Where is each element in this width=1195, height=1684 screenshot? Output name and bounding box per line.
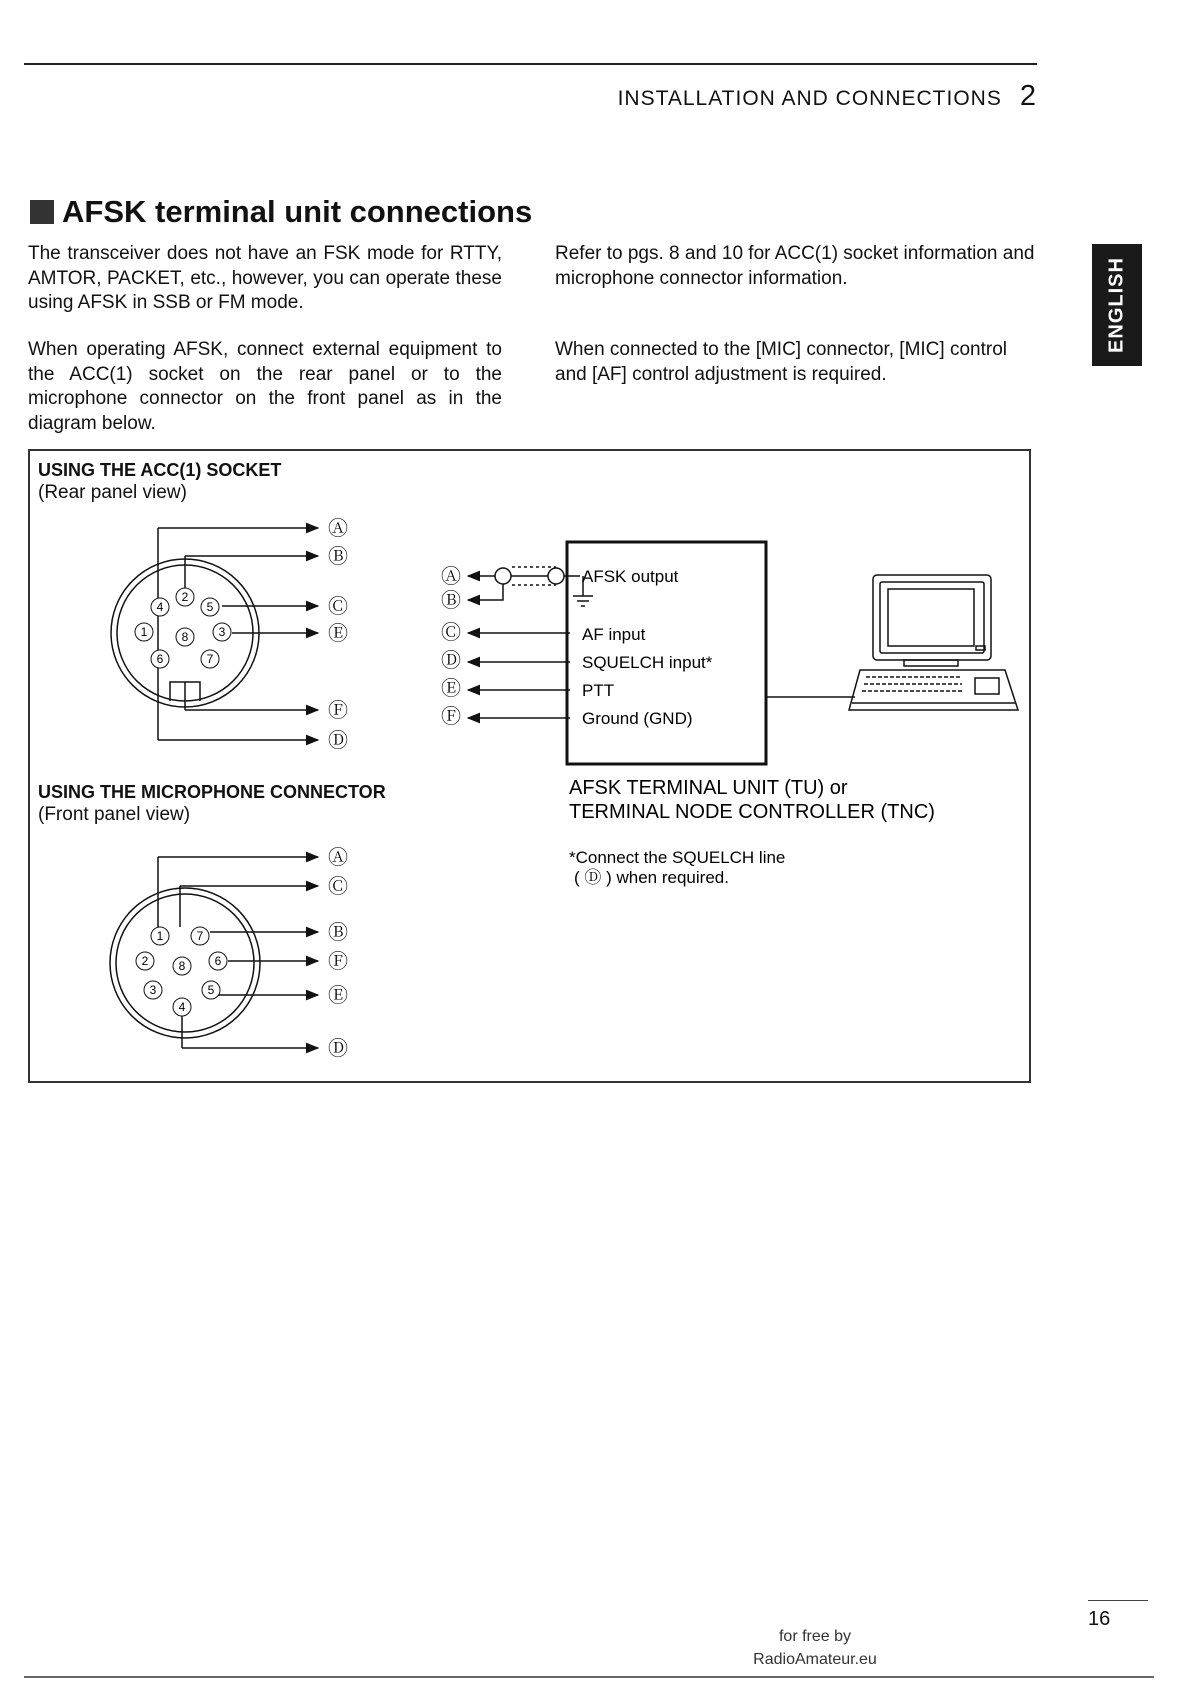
svg-text:1: 1 <box>156 929 164 943</box>
mic-label-b: Ⓑ <box>328 922 348 944</box>
language-tab-label: ENGLISH <box>1105 257 1128 353</box>
signal-ground: Ground (GND) <box>582 709 693 728</box>
acc-pin-4 <box>151 598 169 616</box>
acc-label-a: Ⓐ <box>328 518 348 540</box>
acc-pin-8 <box>176 628 194 646</box>
tu-input-a: Ⓐ <box>441 566 461 588</box>
section-title: INSTALLATION AND CONNECTIONS <box>617 87 1002 110</box>
acc-label-c: Ⓒ <box>328 596 348 618</box>
acc-pin-1 <box>135 623 153 641</box>
mic-pin-1 <box>151 927 169 945</box>
signal-af-input: AF input <box>582 625 646 644</box>
computer-icon <box>849 575 1018 710</box>
svg-text:5: 5 <box>207 983 215 997</box>
acc-label-d: Ⓓ <box>328 730 348 752</box>
footer-line-1: for free by <box>778 1628 852 1645</box>
tu-signal-labels <box>582 567 713 728</box>
mic-pin-7 <box>191 927 209 945</box>
acc-socket-title: USING THE ACC(1) SOCKET <box>38 460 282 480</box>
svg-text:6: 6 <box>156 652 164 666</box>
tu-input-d: Ⓓ <box>441 650 461 672</box>
svg-text:4: 4 <box>178 1000 186 1014</box>
acc-label-b: Ⓑ <box>328 546 348 568</box>
acc-pin-2 <box>176 588 194 606</box>
svg-text:5: 5 <box>206 600 214 614</box>
tu-wires <box>468 567 855 718</box>
tu-input-c: Ⓒ <box>441 622 461 644</box>
intro-paragraph-1: The transceiver does not have an FSK mode for RTTY, AMTOR, PACKET, etc., however, you can operate these using AFSK in SSB or FM mode. <box>28 243 502 313</box>
mic-connector-title: USING THE MICROPHONE CONNECTOR <box>38 782 386 802</box>
mic-label-e: Ⓔ <box>328 985 348 1007</box>
mic-pin-8 <box>173 957 191 975</box>
acc-pin-6 <box>151 650 169 668</box>
svg-text:8: 8 <box>178 959 186 973</box>
acc-pin-3 <box>213 623 231 641</box>
svg-text:2: 2 <box>181 590 189 604</box>
mic-label-d: Ⓓ <box>328 1038 348 1060</box>
acc-socket-view: (Rear panel view) <box>38 482 187 503</box>
acc-label-e: Ⓔ <box>328 623 348 645</box>
squelch-note-line-2: ( Ⓓ ) when required. <box>574 868 729 887</box>
svg-text:8: 8 <box>181 630 189 644</box>
tu-input-b: Ⓑ <box>441 590 461 612</box>
mic-label-a: Ⓐ <box>328 847 348 869</box>
svg-text:6: 6 <box>214 954 222 968</box>
page-number: 16 <box>1088 1608 1111 1630</box>
squelch-note-line-1: *Connect the SQUELCH line <box>569 848 786 867</box>
footer-rule <box>24 1676 1154 1678</box>
tu-input-e: Ⓔ <box>441 678 461 700</box>
tu-caption-line-1: AFSK TERMINAL UNIT (TU) or <box>569 777 848 799</box>
svg-text:3: 3 <box>149 983 157 997</box>
acc-pin-5 <box>201 598 219 616</box>
mic-control-paragraph: When connected to the [MIC] connector, [MIC] control and [AF] control adjustment is required. <box>555 339 1007 385</box>
svg-text:4: 4 <box>156 600 164 614</box>
mic-label-c: Ⓒ <box>328 876 348 898</box>
mic-pin-6 <box>209 952 227 970</box>
svg-text:2: 2 <box>141 954 149 968</box>
tu-input-f: Ⓕ <box>441 706 461 728</box>
signal-ptt: PTT <box>582 681 615 700</box>
mic-pin-group <box>136 927 227 1016</box>
svg-text:3: 3 <box>218 625 226 639</box>
mic-output-labels <box>328 846 348 1060</box>
reference-paragraph: Refer to pgs. 8 and 10 for ACC(1) socket information and microphone connector information. <box>555 243 1035 289</box>
footer-credit <box>720 1625 910 1671</box>
svg-text:7: 7 <box>206 652 214 666</box>
signal-squelch-input: SQUELCH input* <box>582 653 713 672</box>
mic-pin-4 <box>173 998 191 1016</box>
mic-connector-view: (Front panel view) <box>38 804 191 825</box>
acc-pin-7 <box>201 650 219 668</box>
acc-output-labels <box>328 517 348 752</box>
acc-label-f: Ⓕ <box>328 700 348 722</box>
page-title-text: AFSK terminal unit connections <box>62 194 533 229</box>
mic-pin-5 <box>202 981 220 999</box>
section-number: 2 <box>1019 80 1037 112</box>
page-number-rule <box>1088 1600 1148 1601</box>
tu-caption-line-2: TERMINAL NODE CONTROLLER (TNC) <box>569 801 935 823</box>
footer-line-2[interactable]: RadioAmateur.eu <box>753 1651 877 1668</box>
mic-pin-3 <box>144 981 162 999</box>
mic-pin-2 <box>136 952 154 970</box>
mic-label-f: Ⓕ <box>328 951 348 973</box>
svg-text:7: 7 <box>196 929 204 943</box>
acc-pin-group <box>135 588 231 668</box>
svg-text:1: 1 <box>140 625 148 639</box>
signal-afsk-output: AFSK output <box>582 567 679 586</box>
tu-input-labels <box>441 565 461 728</box>
intro-paragraph-2: When operating AFSK, connect external equipment to the ACC(1) socket on the rear panel or to the microphone connector on the front panel as in the diagram below. <box>28 339 502 434</box>
